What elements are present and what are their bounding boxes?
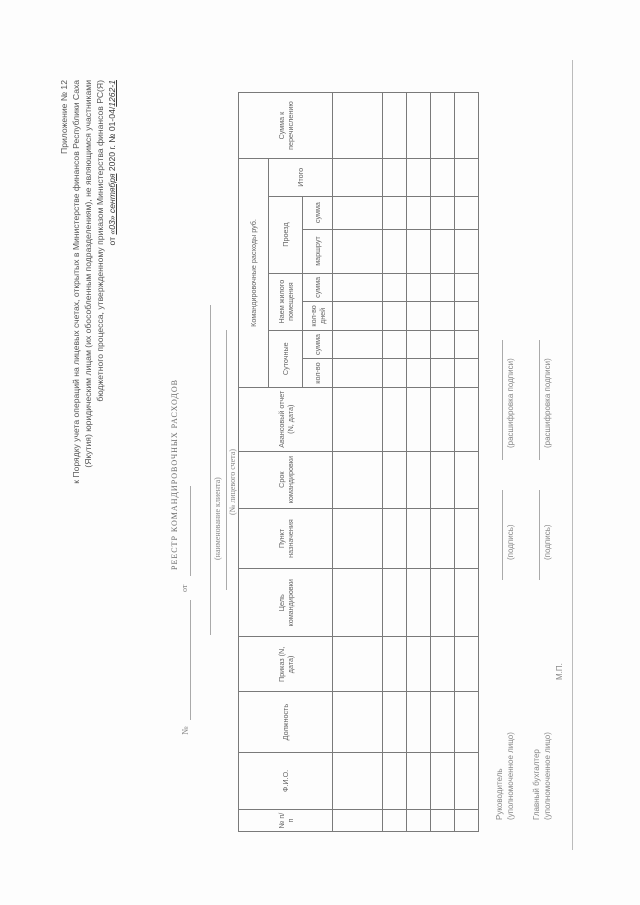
col-daily-header: Суточные [269,330,303,387]
appendix-line-2: (Якутия) юридическим лицам (их обособленным подразделениям), не являющимся участниками [83,80,93,468]
accountant-signature-field [539,490,540,580]
col-num-header: № п/п [239,810,333,832]
register-number-field [190,600,191,720]
col-order-header: Приказ (N, дата) [239,637,333,692]
appendix-line-1: к Порядку учета операций на лицевых счетах, открытых в Министерстве финансов Республики Саха [71,80,81,484]
register-date-field [190,486,191,576]
org-name-field [210,305,211,635]
col-place-header: Пункт назначения [239,508,333,568]
account-caption: (№ лицевого счета) [228,449,237,515]
col-expenses-header: Командировочные расходы руб. [239,159,269,388]
date-number: 1262-1 [107,80,117,107]
register-title: РЕЕСТР КОМАНДИРОВОЧНЫХ РАСХОДОВ [170,379,179,570]
col-position-header: Должность [239,692,333,752]
col-transfer-header: Сумма к перечислению [239,93,333,159]
col-travel-sum: сумма [303,196,333,229]
stamp-place: М.П. [555,663,564,680]
head-signature-field [502,490,503,580]
head-decode-field [502,340,503,460]
col-purpose-header: Цель командировки [239,569,333,637]
account-field [226,330,227,590]
register-number-label: № [180,726,190,735]
col-travel-header: Проезд [269,196,303,273]
appendix-date [106,80,118,600]
date-day: «03» сентября [107,173,117,235]
org-caption: (наименование клиента) [213,477,222,560]
col-period-header: Срок командировки [239,451,333,508]
date-mid: 2020 г. № 01-04/ [107,106,117,172]
table-row [455,93,479,832]
register-date-label: от [180,584,189,592]
accountant-label: Главный бухгалтер [532,749,541,820]
head-label: Руководитель [495,768,504,820]
appendix-header [58,80,118,600]
table-row [383,93,407,832]
col-total-header: Итого [269,159,333,196]
accountant-decode-field [539,340,540,460]
col-advance-header: Авансовый отчет (N, дата) [239,387,333,451]
col-housing-header: Наем жилого помещения [269,273,303,330]
register-table [238,92,479,832]
col-housing-sum: сумма [303,273,333,302]
date-prefix: от [107,236,117,246]
col-fio-header: Ф.И.О. [239,752,333,809]
col-travel-route: маршрут [303,229,333,273]
col-housing-days: кол-во дней [303,302,333,331]
col-daily-sum: сумма [303,330,333,359]
table-row [431,93,455,832]
accountant-sub: (уполномоченное лицо) [543,732,552,820]
head-signature-caption: (подпись) [506,524,515,560]
appendix-number: Приложение № 12 [59,80,69,154]
table-row [333,93,383,832]
accountant-signature-caption: (подпись) [543,524,552,560]
rotated-form [40,60,600,860]
appendix-line-3: бюджетного процесса, утвержденному приказом Министерства финансов РС(Я) [95,80,105,402]
table-row [407,93,431,832]
col-daily-qty: кол-во [303,359,333,388]
head-sub: (уполномоченное лицо) [506,732,515,820]
accountant-decode-caption: (расшифровка подписи) [543,358,552,448]
head-decode-caption: (расшифровка подписи) [506,358,515,448]
